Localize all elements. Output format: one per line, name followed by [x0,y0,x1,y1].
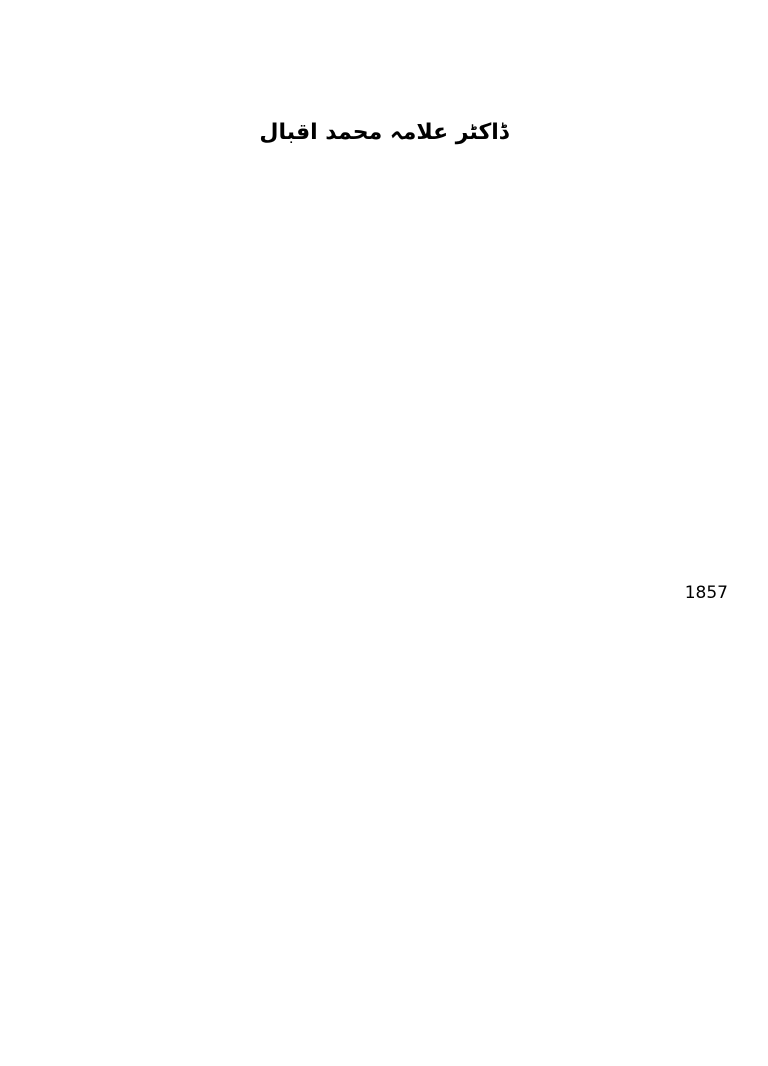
text-line [40,230,728,267]
text-line [40,495,728,532]
text-line [40,992,728,1029]
text-line [40,612,728,649]
text-line: 1857 [684,583,728,603]
text-line [40,918,728,955]
text-line [40,341,728,378]
page-title: ڈاکٹر علامہ محمد اقبال [259,120,509,145]
paragraph-2 [40,384,728,532]
text-line [40,458,728,495]
text-line [40,421,728,458]
text-line [40,156,728,193]
text-line [40,881,728,918]
text-line [40,193,728,230]
text-line [40,649,728,686]
text-line [40,844,728,881]
text-line [40,384,728,421]
paragraph-4 [40,696,728,1066]
text-line [40,538,728,575]
document-page [40,118,728,1004]
text-line [40,304,728,341]
text-line [40,733,728,770]
text-line [40,267,728,304]
paragraph-3 [40,538,728,686]
text-line [40,770,728,807]
paragraph-1 [40,156,728,378]
text-line [40,807,728,844]
text-line [40,696,728,733]
text-line [40,1029,728,1066]
text-line [40,955,728,992]
